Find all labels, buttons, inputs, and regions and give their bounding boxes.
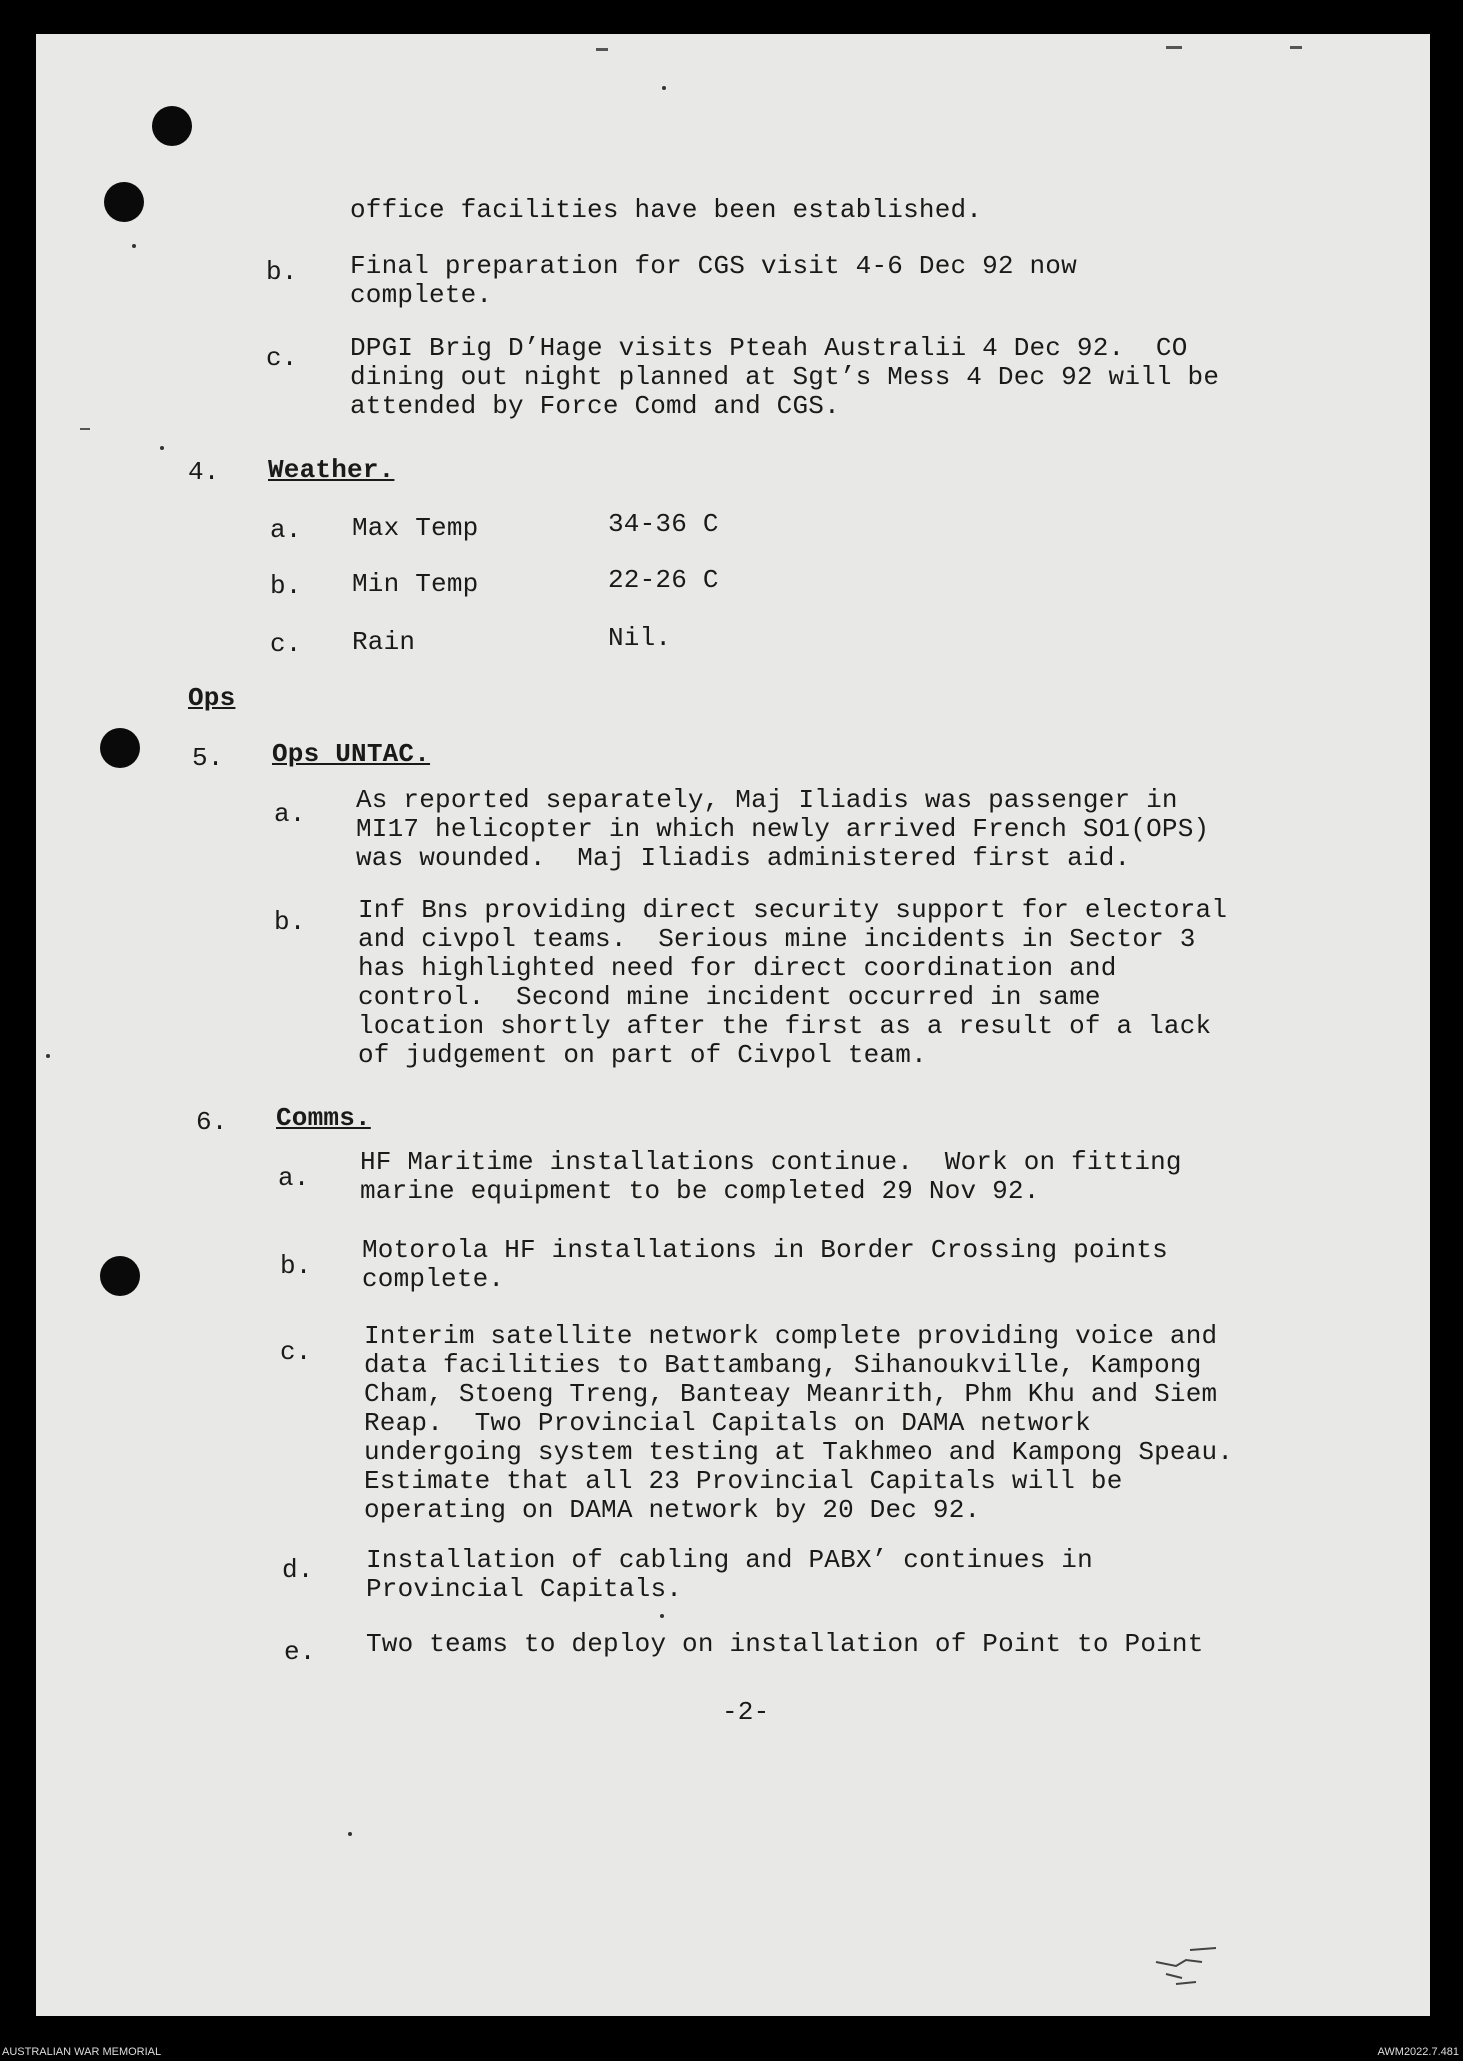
item-label: d.	[282, 1555, 314, 1585]
left-mark	[80, 428, 90, 430]
item-text: Interim satellite network complete providing voice and data facilities to Battambang, Sihanoukville, Kampong Cham, Stoeng Treng, Banteay Meanrith, Phm Khu and Siem Reap. Two Provincial Capitals on DAMA network undergoing system testing at Takhmeo and Kampong Speau. Estimate that all 23 Provincial Capitals will be operating on DAMA network by 20 Dec 92.	[364, 1321, 1234, 1525]
section-number: 4.	[188, 457, 220, 487]
punch-hole	[100, 1256, 140, 1296]
continuation-line: office facilities have been established.	[350, 195, 983, 225]
item-label: b.	[280, 1251, 312, 1281]
item-text: HF Maritime installations continue. Work on fitting marine equipment to be completed 29 Nov 92.	[360, 1147, 1182, 1206]
top-mark	[596, 48, 608, 51]
item-text: As reported separately, Maj Iliadis was passenger in MI17 helicopter in which newly arrived French SO1(OPS) was wounded. Maj Iliadis administered first aid.	[356, 785, 1210, 873]
weather-value: Nil.	[608, 623, 672, 653]
item-label: b.	[274, 907, 306, 937]
section-heading: Comms.	[276, 1103, 371, 1133]
weather-value: 22-26 C	[608, 565, 719, 595]
item-text: Installation of cabling and PABX’ continues in Provincial Capitals.	[366, 1545, 1093, 1604]
section-number: 6.	[196, 1107, 228, 1137]
weather-value: 34-36 C	[608, 509, 719, 539]
speck	[46, 1054, 50, 1058]
page-number: -2-	[722, 1697, 770, 1727]
item-text: Inf Bns providing direct security support for electoral and civpol teams. Serious mine incidents in Sector 3 has highlighted need for direct coordination and control. Second mine incident occurred in same location shortly after the first as a result of a lack of judgement on part of Civpol team.	[358, 895, 1228, 1070]
section-heading: Ops UNTAC.	[272, 739, 431, 769]
weather-label: b.	[270, 571, 302, 601]
item-label: c.	[266, 343, 298, 373]
section-heading: Weather.	[268, 455, 395, 485]
item-label: c.	[280, 1337, 312, 1367]
item-label: a.	[274, 799, 306, 829]
section-number: 5.	[192, 743, 224, 773]
item-label: a.	[278, 1163, 310, 1193]
speck	[132, 244, 136, 248]
top-mark	[1166, 46, 1182, 49]
item-text: Final preparation for CGS visit 4-6 Dec 92 now complete.	[350, 251, 1077, 310]
weather-item: Max Temp	[352, 513, 479, 543]
footer-left: AUSTRALIAN WAR MEMORIAL	[2, 2046, 162, 2058]
speck	[348, 1832, 352, 1836]
item-label: b.	[266, 257, 298, 287]
document-page	[36, 34, 1430, 2016]
punch-hole	[100, 728, 140, 768]
footer-right: AWM2022.7.481	[1377, 2046, 1459, 2058]
item-label: e.	[284, 1637, 316, 1667]
speck	[660, 1614, 664, 1618]
item-text: DPGI Brig D’Hage visits Pteah Australii 4 Dec 92. CO dining out night planned at Sgt’s Mess 4 Dec 92 will be attended by Force Comd and CGS.	[350, 333, 1220, 421]
pencil-scribble	[1146, 1940, 1266, 1990]
weather-item: Rain	[352, 627, 416, 657]
item-text: Motorola HF installations in Border Crossing points complete.	[362, 1235, 1168, 1294]
weather-item: Min Temp	[352, 569, 479, 599]
weather-label: a.	[270, 515, 302, 545]
top-mark	[1290, 46, 1302, 49]
weather-label: c.	[270, 629, 302, 659]
ops-heading: Ops	[188, 683, 236, 713]
item-text: Two teams to deploy on installation of Point to Point	[366, 1629, 1204, 1659]
speck	[662, 86, 666, 90]
punch-hole	[104, 182, 144, 222]
speck	[160, 446, 164, 450]
punch-hole	[152, 106, 192, 146]
